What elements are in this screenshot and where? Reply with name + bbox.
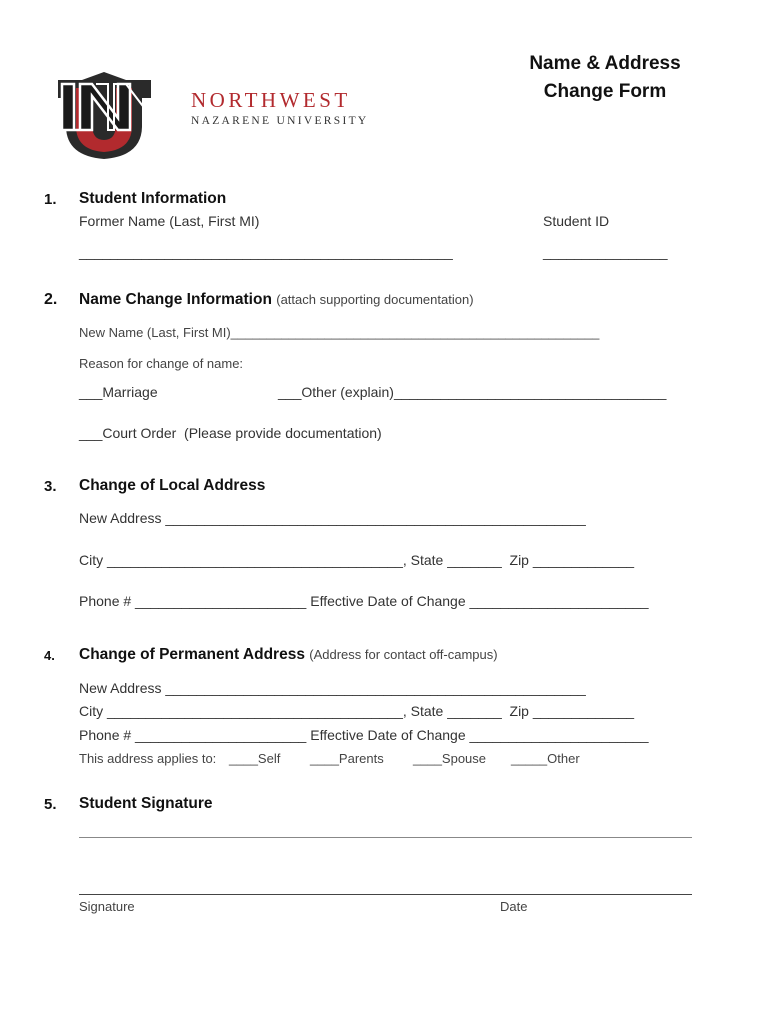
section-2-title: Name Change Information (79, 291, 272, 308)
section-3-number: 3. (44, 478, 57, 495)
section-2-number: 2. (44, 291, 58, 308)
permanent-city-state-zip-field[interactable]: City ______________________________________, State _______ Zip _____________ (79, 703, 635, 719)
section-4-number: 4. (44, 648, 55, 663)
permanent-address-field[interactable]: New Address ______________________________________________________ (79, 680, 586, 696)
local-address-field[interactable]: New Address ______________________________________________________ (79, 510, 586, 526)
court-order-option[interactable]: ___Court Order (Please provide documentation) (79, 425, 382, 441)
logo-subtitle: NAZARENE UNIVERSITY (191, 115, 369, 127)
university-logo (52, 66, 157, 162)
section-4-note: (Address for contact off-campus) (309, 647, 498, 662)
logo-wordmark: NORTHWEST (191, 88, 351, 112)
local-city-state-zip-field[interactable]: City ______________________________________, State _______ Zip _____________ (79, 552, 635, 568)
section-5-number: 5. (44, 796, 57, 813)
date-label: Date (500, 899, 528, 914)
former-name-field[interactable]: ________________________________________________ (79, 244, 453, 260)
applies-to-label: This address applies to: (79, 751, 217, 766)
section-2-note: (attach supporting documentation) (276, 292, 474, 307)
former-name-label: Former Name (Last, First MI) (79, 213, 260, 229)
signature-label: Signature (79, 899, 135, 914)
section-5-title: Student Signature (79, 795, 213, 812)
signature-line[interactable] (79, 894, 692, 895)
section-3-title: Change of Local Address (79, 477, 266, 494)
section-2-heading (79, 291, 474, 309)
student-id-field[interactable]: ________________ (543, 244, 668, 260)
signature-top-line (79, 837, 692, 838)
new-name-field[interactable]: New Name (Last, First MI)___________________________________________________ (79, 325, 600, 340)
section-4-title: Change of Permanent Address (79, 646, 305, 663)
student-id-label: Student ID (543, 213, 610, 229)
applies-self-option[interactable]: ____Self (229, 751, 281, 766)
applies-other-option[interactable]: _____Other (511, 751, 580, 766)
other-option[interactable]: ___Other (explain)___________________________________ (278, 384, 667, 400)
permanent-phone-date-field[interactable]: Phone # ______________________ Effective Date of Change _______________________ (79, 727, 649, 743)
section-4-heading (79, 646, 498, 664)
local-phone-date-field[interactable]: Phone # ______________________ Effective Date of Change _______________________ (79, 593, 649, 609)
title-line-2: Change Form (543, 81, 667, 102)
marriage-option[interactable]: ___Marriage (79, 384, 158, 400)
applies-parents-option[interactable]: ____Parents (310, 751, 384, 766)
reason-label: Reason for change of name: (79, 356, 244, 371)
form-title (510, 50, 700, 106)
section-1-number: 1. (44, 191, 57, 208)
applies-spouse-option[interactable]: ____Spouse (413, 751, 487, 766)
section-1-title: Student Information (79, 190, 227, 207)
title-line-1: Name & Address (529, 53, 681, 74)
